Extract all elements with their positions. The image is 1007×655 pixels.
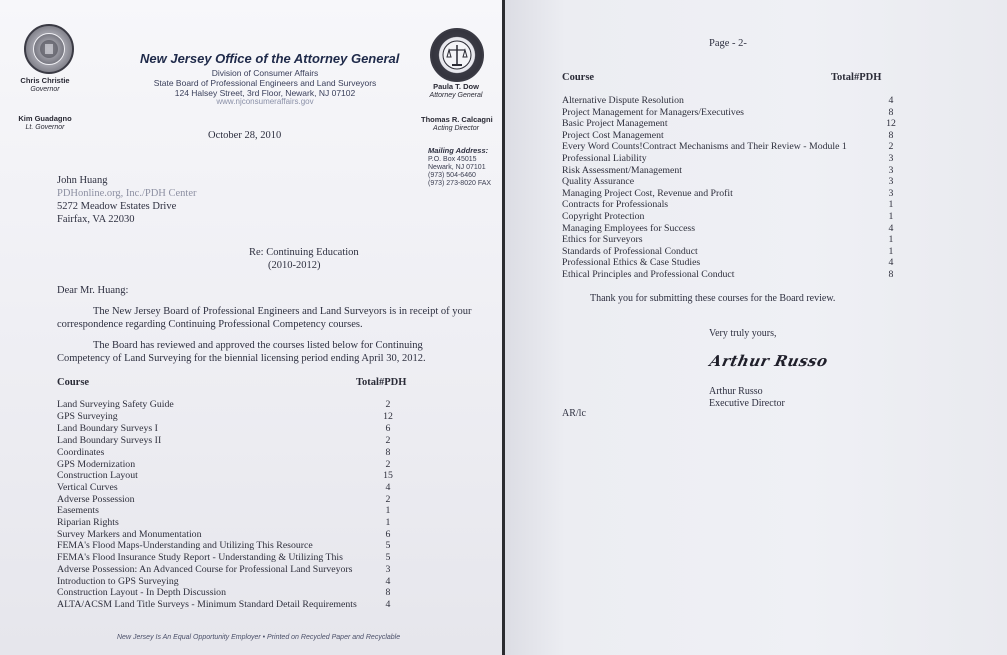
paragraph-line: Competency of Land Surveying for the biennial licensing period ending April 30, 2012. — [57, 353, 426, 364]
mailing-line: Newark, NJ 07101 — [428, 164, 486, 171]
course-pdh: 4 — [888, 223, 894, 234]
letter-date: October 28, 2010 — [208, 130, 282, 141]
course-pdh: 1 — [385, 517, 391, 528]
thank-you-line: Thank you for submitting these courses for the Board review. — [590, 293, 836, 304]
course-pdh: 12 — [383, 411, 393, 422]
course-name: Easements — [57, 505, 99, 516]
course-pdh: 5 — [385, 552, 391, 563]
course-name: Land Boundary Surveys I — [57, 423, 158, 434]
course-name: Project Cost Management — [562, 130, 664, 141]
course-name: Professional Liability — [562, 153, 647, 164]
mailing-line: P.O. Box 45015 — [428, 156, 477, 163]
course-pdh: 6 — [385, 529, 391, 540]
pdh-column-header: Total#PDH — [356, 377, 407, 388]
course-name: Project Management for Managers/Executives — [562, 107, 744, 118]
course-pdh: 1 — [888, 234, 894, 245]
course-pdh: 2 — [385, 494, 391, 505]
course-name: Copyright Protection — [562, 211, 645, 222]
closing: Very truly yours, — [709, 328, 777, 339]
course-name: GPS Surveying — [57, 411, 118, 422]
recipient-line: 5272 Meadow Estates Drive — [57, 201, 177, 212]
course-name: Basic Project Management — [562, 118, 668, 129]
course-pdh: 3 — [888, 165, 894, 176]
course-pdh: 4 — [385, 599, 391, 610]
subject-line: Re: Continuing Education — [249, 247, 359, 258]
lt-governor-name: Kim Guadagno — [18, 114, 72, 123]
course-pdh: 1 — [888, 211, 894, 222]
acting-director-name: Thomas R. Calcagni — [421, 115, 493, 124]
course-name: Adverse Possession — [57, 494, 135, 505]
lt-governor-role: Lt. Governor — [25, 124, 65, 131]
course-name: Managing Employees for Success — [562, 223, 696, 234]
course-column-header: Course — [562, 72, 595, 83]
course-pdh: 3 — [888, 188, 894, 199]
course-pdh: 3 — [888, 176, 894, 187]
course-pdh: 4 — [888, 257, 894, 268]
course-name: Introduction to GPS Surveying — [57, 576, 179, 587]
course-pdh: 4 — [385, 482, 391, 493]
course-pdh: 2 — [385, 399, 391, 410]
salutation: Dear Mr. Huang: — [57, 285, 129, 296]
course-name: GPS Modernization — [57, 459, 136, 470]
course-name: Professional Ethics & Case Studies — [562, 257, 701, 268]
course-pdh: 6 — [385, 423, 391, 434]
mailing-line: (973) 273-8020 FAX — [428, 180, 492, 187]
course-pdh: 1 — [888, 199, 894, 210]
course-name: Managing Project Cost, Revenue and Profit — [562, 188, 733, 199]
course-pdh: 8 — [888, 107, 894, 118]
board-line: State Board of Professional Engineers and Land Surveyors — [153, 78, 377, 88]
course-name: Vertical Curves — [57, 482, 118, 493]
state-seal-left — [24, 24, 74, 74]
course-name: FEMA's Flood Insurance Study Report - Understanding & Utilizing This — [57, 552, 343, 563]
course-name: Risk Assessment/Management — [562, 165, 683, 176]
course-pdh: 8 — [385, 447, 391, 458]
course-pdh: 1 — [385, 505, 391, 516]
course-pdh: 8 — [888, 130, 894, 141]
address-line: 124 Halsey Street, 3rd Floor, Newark, NJ 07102 — [174, 88, 356, 98]
division-line: Division of Consumer Affairs — [211, 68, 319, 78]
office-title: New Jersey Office of the Attorney General — [140, 51, 400, 66]
paragraph-line: The Board has reviewed and approved the courses listed below for Continuing — [93, 340, 423, 351]
signer-title: Executive Director — [709, 398, 785, 409]
website-line: www.njconsumeraffairs.gov — [216, 97, 314, 106]
subject-line: (2010-2012) — [268, 260, 321, 271]
course-name: Land Boundary Surveys II — [57, 435, 162, 446]
course-name: Land Surveying Safety Guide — [57, 399, 174, 410]
course-pdh: 2 — [385, 435, 391, 446]
recipient-line: PDHonline.org, Inc./PDH Center — [57, 188, 197, 199]
course-pdh: 5 — [385, 540, 391, 551]
course-name: FEMA's Flood Maps-Understanding and Utilizing This Resource — [57, 540, 313, 551]
course-pdh: 2 — [385, 459, 391, 470]
attorney-general-name: Paula T. Dow — [433, 82, 479, 91]
course-name: Survey Markers and Monumentation — [57, 529, 202, 540]
paragraph-line: correspondence regarding Continuing Professional Competency courses. — [57, 319, 363, 330]
signer-name: Arthur Russo — [709, 386, 763, 397]
letterhead-footer: New Jersey Is An Equal Opportunity Employer • Printed on Recycled Paper and Recyclable — [117, 634, 401, 641]
course-name: Construction Layout — [57, 470, 138, 481]
recipient-line: Fairfax, VA 22030 — [57, 214, 135, 225]
signature: Arthur Russo — [708, 352, 830, 370]
course-name: Coordinates — [57, 447, 105, 458]
course-name: Standards of Professional Conduct — [562, 246, 698, 257]
course-pdh: 8 — [385, 587, 391, 598]
course-pdh: 12 — [886, 118, 896, 129]
course-name: Ethical Principles and Professional Conduct — [562, 269, 735, 280]
course-pdh: 3 — [888, 153, 894, 164]
course-name: ALTA/ACSM Land Title Surveys - Minimum Standard Detail Requirements — [57, 599, 357, 610]
course-name: Riparian Rights — [57, 517, 119, 528]
pdh-column-header: Total#PDH — [831, 72, 882, 83]
mailing-line: (973) 504-6460 — [428, 172, 476, 179]
course-name: Ethics for Surveyors — [562, 234, 643, 245]
course-name: Every Word Counts!Contract Mechanisms and Their Review - Module 1 — [562, 141, 847, 152]
course-name: Alternative Dispute Resolution — [562, 95, 684, 106]
course-name: Contracts for Professionals — [562, 199, 669, 210]
course-pdh: 15 — [383, 470, 393, 481]
course-name: Adverse Possession: An Advanced Course for Professional Land Surveyors — [57, 564, 353, 575]
course-pdh: 1 — [888, 246, 894, 257]
course-pdh: 3 — [385, 564, 391, 575]
page-number: Page - 2- — [709, 38, 747, 49]
typist-initials: AR/lc — [562, 408, 586, 419]
course-pdh: 4 — [385, 576, 391, 587]
attorney-general-seal — [430, 28, 484, 82]
course-pdh: 2 — [888, 141, 894, 152]
governor-role: Governor — [30, 86, 60, 93]
letter-page-1 — [0, 0, 502, 655]
acting-director-role: Acting Director — [433, 125, 479, 132]
recipient-line: John Huang — [57, 175, 108, 186]
paragraph-line: The New Jersey Board of Professional Engineers and Land Surveyors is in receipt of your — [93, 306, 472, 317]
course-column-header: Course — [57, 377, 90, 388]
course-name: Quality Assurance — [562, 176, 635, 187]
course-pdh: 8 — [888, 269, 894, 280]
attorney-general-role: Attorney General — [429, 92, 483, 99]
course-pdh: 4 — [888, 95, 894, 106]
course-name: Construction Layout - In Depth Discussion — [57, 587, 226, 598]
mailing-address-label: Mailing Address: — [428, 146, 489, 155]
governor-name: Chris Christie — [20, 76, 70, 85]
